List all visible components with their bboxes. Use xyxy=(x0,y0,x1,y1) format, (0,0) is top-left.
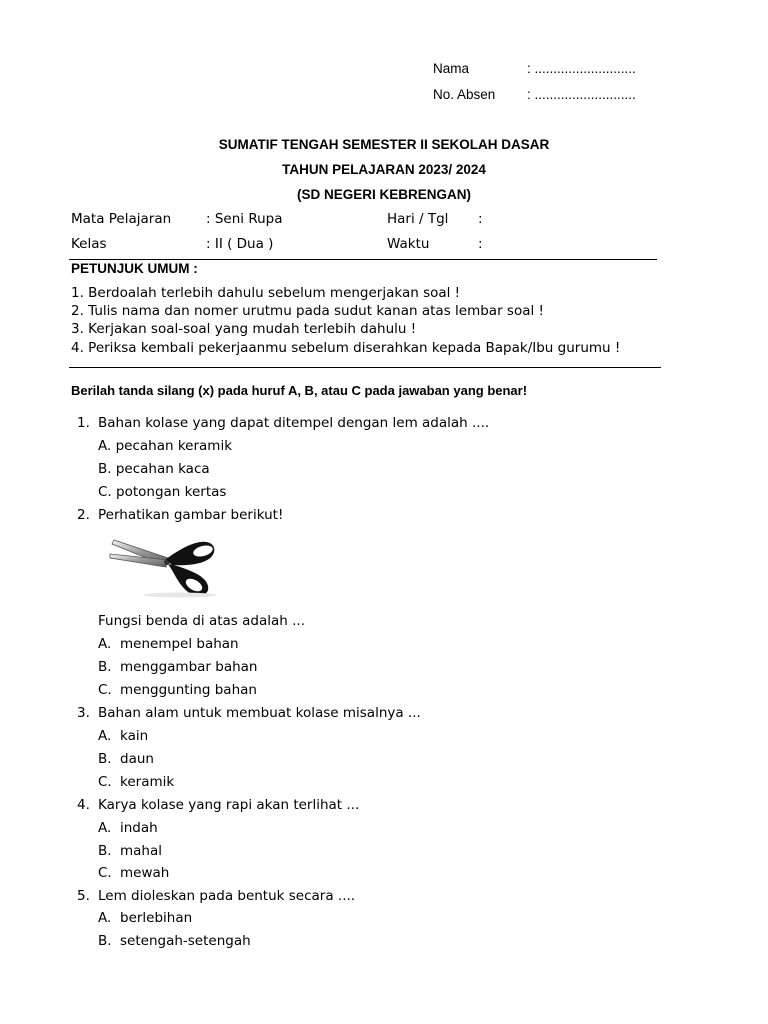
option-letter: B. xyxy=(98,461,112,477)
option-letter: A. xyxy=(98,438,112,454)
option-letter: C. xyxy=(98,682,112,698)
instruction-item: 1. Berdoalah terlebih dahulu sebelum mengerjakan soal ! xyxy=(71,285,461,301)
option-letter: B. xyxy=(98,751,112,767)
name-label: Nama xyxy=(433,61,470,76)
option-item xyxy=(98,843,162,859)
option-item xyxy=(98,438,232,454)
exam-title: SUMATIF TENGAH SEMESTER II SEKOLAH DASAR xyxy=(218,137,550,152)
day-value: : xyxy=(478,211,483,227)
option-letter: B. xyxy=(98,843,112,859)
option-item xyxy=(98,461,210,477)
question-number: 2. xyxy=(77,507,90,523)
absen-label: No. Absen xyxy=(433,87,496,102)
option-letter: C. xyxy=(98,774,112,790)
option-text: menempel bahan xyxy=(120,636,239,652)
instruction-item: 2. Tulis nama dan nomer urutmu pada sudut kanan atas lembar soal ! xyxy=(71,303,544,319)
option-text: mahal xyxy=(120,843,163,859)
class-value: : II ( Dua ) xyxy=(206,236,274,252)
option-text: menggunting bahan xyxy=(120,682,257,698)
option-item xyxy=(98,728,148,744)
option-item xyxy=(98,659,258,675)
option-text: mewah xyxy=(120,865,170,881)
subject-label: Mata Pelajaran xyxy=(71,211,172,227)
option-text: daun xyxy=(120,751,154,767)
instructions-heading: PETUNJUK UMUM : xyxy=(71,261,198,276)
option-item xyxy=(98,774,174,790)
question-text: Lem dioleskan pada bentuk secara .... xyxy=(98,888,356,904)
question-subtext: Fungsi benda di atas adalah ... xyxy=(98,613,305,629)
instruction-item: 3. Kerjakan soal-soal yang mudah terlebih dahulu ! xyxy=(71,321,417,337)
directive: Berilah tanda silang (x) pada huruf A, B, atau C pada jawaban yang benar! xyxy=(71,383,528,398)
name-field: : ........................... xyxy=(527,61,636,76)
option-letter: A. xyxy=(98,728,112,744)
class-label: Kelas xyxy=(71,236,107,252)
school-year: TAHUN PELAJARAN 2023/ 2024 xyxy=(282,162,486,177)
option-text: indah xyxy=(120,820,158,836)
option-item xyxy=(98,484,226,500)
option-letter: C. xyxy=(98,865,112,881)
option-item xyxy=(98,910,192,926)
question-text: Perhatikan gambar berikut! xyxy=(98,507,284,523)
option-text: potongan kertas xyxy=(116,484,227,500)
scissors-image xyxy=(100,532,226,600)
option-text: kain xyxy=(120,728,149,744)
question-number: 4. xyxy=(77,797,90,813)
scissors-icon xyxy=(100,532,226,600)
option-letter: A. xyxy=(98,910,112,926)
question-number: 1. xyxy=(77,415,90,431)
instructions-divider xyxy=(69,367,661,368)
question-text: Karya kolase yang rapi akan terlihat ... xyxy=(98,797,360,813)
option-text: pecahan kaca xyxy=(115,461,210,477)
subject-value: : Seni Rupa xyxy=(206,211,283,227)
option-letter: A. xyxy=(98,820,112,836)
option-item xyxy=(98,636,239,652)
option-text: pecahan keramik xyxy=(115,438,233,454)
question-text: Bahan alam untuk membuat kolase misalnya ... xyxy=(98,705,421,721)
option-text: berlebihan xyxy=(120,910,193,926)
option-text: menggambar bahan xyxy=(120,659,258,675)
question-number: 5. xyxy=(77,888,90,904)
absen-field: : ........................... xyxy=(527,87,636,102)
question-number: 3. xyxy=(77,705,90,721)
school-name: (SD NEGERI KEBRENGAN) xyxy=(296,187,471,202)
option-letter: A. xyxy=(98,636,112,652)
option-item xyxy=(98,682,257,698)
option-text: setengah-setengah xyxy=(120,933,251,949)
time-value: : xyxy=(478,236,483,252)
question-text: Bahan kolase yang dapat ditempel dengan lem adalah .... xyxy=(98,415,490,431)
option-letter: B. xyxy=(98,933,112,949)
option-letter: B. xyxy=(98,659,112,675)
option-item xyxy=(98,820,158,836)
option-item xyxy=(98,933,251,949)
option-item xyxy=(98,865,169,881)
option-text: keramik xyxy=(120,774,175,790)
header-divider xyxy=(69,259,657,260)
day-label: Hari / Tgl xyxy=(387,211,449,227)
time-label: Waktu xyxy=(387,236,430,252)
instruction-item: 4. Periksa kembali pekerjaanmu sebelum diserahkan kepada Bapak/Ibu gurumu ! xyxy=(71,340,621,356)
option-item xyxy=(98,751,154,767)
option-letter: C. xyxy=(98,484,112,500)
